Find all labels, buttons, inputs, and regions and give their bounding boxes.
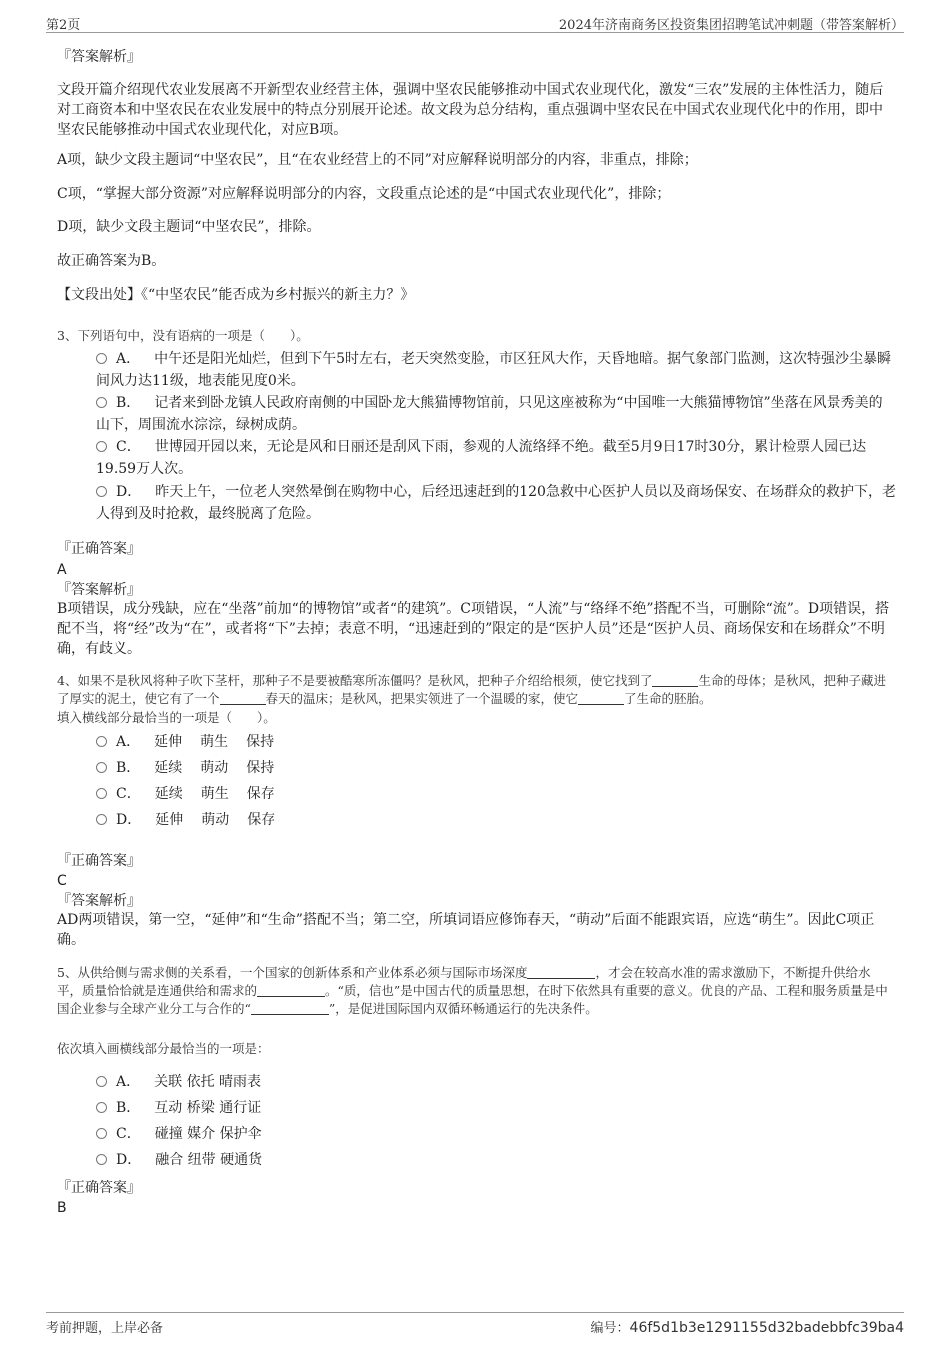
q2-analysis-label: 『答案解析』 (57, 49, 141, 65)
q5-stem: 5、从供给侧与需求侧的关系看，一个国家的创新体系和产业体系必须与国际市场深度 ，才会在较高水准的需求激励下，不断提升供给水平，质量恰恰就是连通供给和需求的 。“质，信也”是中国古代的质量思想，在时下依然具有重要的意义。优良的产品、工程和服务质量是中国企业参与全球产业分工与合作的“ ”，是促进国际国内双循环畅通运行的先决条件。 (57, 965, 888, 1016)
q4-stem: 4、如果不是秋风将种子吹下茎杆，那种子不是要被酷寒所冻僵吗？是秋风，把种子介绍给根须，使它找到了 生命的母体；是秋风，把种子藏进了厚实的泥土，使它有了一个 春天的温床；是秋风，把果实领进了一个温暖的家，使它 了生命的胚胎。 (57, 673, 886, 706)
q4-option-c[interactable]: C． 延续 萌生 保存 (96, 783, 896, 805)
radio-icon[interactable] (96, 397, 107, 408)
q2-analysis-option-d: D项，缺少文段主题词“中坚农民”，排除。 (57, 219, 321, 235)
q4-option-a[interactable]: A． 延伸 萌生 保持 (96, 731, 896, 753)
q4-analysis-label: 『答案解析』 (57, 893, 141, 909)
q4-answer: C (57, 873, 67, 889)
radio-icon[interactable] (96, 762, 107, 773)
q2-analysis-option-c: C项，“掌握大部分资源”对应解释说明部分的内容，文段重点论述的是“中国式农业现代化”，排除； (57, 186, 671, 202)
radio-icon[interactable] (96, 1128, 107, 1139)
q2-conclusion: 故正确答案为B。 (57, 253, 166, 269)
blank-2 (257, 982, 325, 997)
page-header (46, 12, 904, 33)
q5-answer-label: 『正确答案』 (57, 1180, 141, 1196)
q5-prompt: 依次填入画横线部分最恰当的一项是： (57, 1041, 270, 1056)
radio-icon[interactable] (96, 353, 107, 364)
blank-2 (220, 690, 266, 705)
q3-option-d[interactable]: D． 昨天上午，一位老人突然晕倒在购物中心，后经迅速赶到的120急救中心医护人员以及商场保安、在场群众的救护下，老人得到及时抢救，最终脱离了危险。 (96, 484, 896, 522)
document-title: 2024年济南商务区投资集团招聘笔试冲刺题（带答案解析） (558, 18, 904, 33)
q2-analysis-para1: 文段开篇介绍现代农业发展离不开新型农业经营主体，强调中坚农民能够推动中国式农业现代化，激发“三农”发展的主体性活力，随后对工商资本和中坚农民在农业发展中的特点分别展开论述。故文段为总分结构，重点强调中坚农民在中国式农业现代化中的作用，即中坚农民能够推动中国式农业现代化，对应B项。 (57, 82, 884, 138)
q4-option-b[interactable]: B． 延续 萌动 保持 (96, 757, 896, 779)
q3-answer-label: 『正确答案』 (57, 541, 141, 557)
q5-option-b[interactable]: B． 互动 桥梁 通行证 (96, 1097, 896, 1119)
radio-icon[interactable] (96, 441, 107, 452)
q3-stem: 3、下列语句中，没有语病的一项是（ ）。 (57, 328, 309, 343)
q3-answer: A (57, 562, 67, 578)
q5-option-d[interactable]: D． 融合 纽带 硬通货 (96, 1149, 896, 1171)
q2-analysis-option-a: A项，缺少文段主题词“中坚农民”，且“在农业经营上的不同”对应解释说明部分的内容，非重点，排除； (57, 152, 698, 168)
q5-answer: B (57, 1200, 67, 1216)
radio-icon[interactable] (96, 736, 107, 747)
radio-icon[interactable] (96, 1102, 107, 1113)
q4-analysis: AD两项错误，第一空，“延伸”和“生命”搭配不当；第二空，所填词语应修饰春天，“萌动”后面不能跟宾语，应选“萌生”。因此C项正确。 (57, 912, 875, 948)
radio-icon[interactable] (96, 814, 107, 825)
blank-3 (251, 1000, 329, 1015)
page-footer (46, 1312, 904, 1335)
q5-option-c[interactable]: C． 碰撞 媒介 保护伞 (96, 1123, 896, 1145)
radio-icon[interactable] (96, 1076, 107, 1087)
blank-1 (527, 964, 595, 979)
q4-option-d[interactable]: D． 延伸 萌动 保存 (96, 809, 896, 831)
q2-source: 【文段出处】《“中坚农民”能否成为乡村振兴的新主力？》 (57, 287, 415, 303)
radio-icon[interactable] (96, 788, 107, 799)
q3-option-a[interactable]: A． 中午还是阳光灿烂，但到下午5时左右，老天突然变脸，市区狂风大作，天昏地暗。据气象部门监测，这次特强沙尘暴瞬间风力达11级，地表能见度0米。 (96, 351, 892, 389)
document-code: 编号：46f5d1b3e1291155d32badebbfc39ba4 (590, 1320, 904, 1336)
q3-analysis: B项错误，成分残缺，应在“坐落”前加“的博物馆”或者“的建筑”。C项错误，“人流”与“络绎不绝”搭配不当，可删除“流”。D项错误，搭配不当，将“经”改为“在”，或者将“下”去掉；表意不明，“迅速赶到的”限定的是“医护人员”还是“医护人员、商场保安和在场群众”不明确，有歧义。 (57, 601, 890, 657)
page-number: 第2页 (46, 18, 81, 33)
radio-icon[interactable] (96, 1154, 107, 1165)
q3-option-c[interactable]: C． 世博园开园以来，无论是风和日丽还是刮风下雨，参观的人流络绎不绝。截至5月9日17时30分，累计检票人园已达19.59万人次。 (96, 439, 867, 477)
q5-option-a[interactable]: A． 关联 依托 晴雨表 (96, 1071, 896, 1093)
q3-option-b[interactable]: B． 记者来到卧龙镇人民政府南侧的中国卧龙大熊猫博物馆前，只见这座被称为“中国唯一大熊猫博物馆”坐落在风景秀美的山下，周围流水淙淙，绿树成荫。 (96, 395, 883, 433)
radio-icon[interactable] (96, 486, 107, 497)
q4-prompt: 填入横线部分最恰当的一项是（ ）。 (57, 710, 276, 725)
q4-answer-label: 『正确答案』 (57, 853, 141, 869)
q3-analysis-label: 『答案解析』 (57, 582, 141, 598)
blank-3 (578, 690, 624, 705)
footer-slogan: 考前押题，上岸必备 (46, 1321, 164, 1336)
blank-1 (652, 672, 698, 687)
